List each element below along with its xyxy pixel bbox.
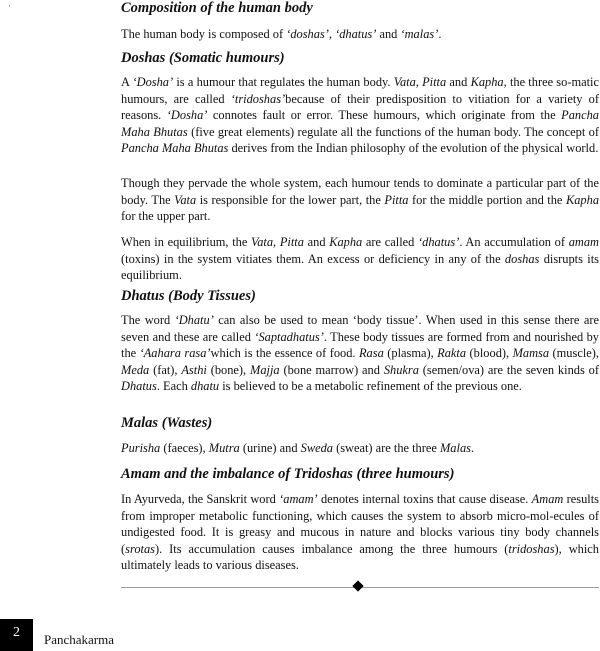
paragraph-doshas-1: A ‘Dosha’ is a humour that regulates the human body. Vata, Pitta and Kapha, the three so-matic humours, are called ‘tridoshas’because of their predisposition to vitiation for a variety of reasons. ‘Dosha’ connotes fault or error. These humours, which originate from the Pancha Maha Bhutas (five great elements) regulate all the functions of the human body. The concept of Pancha Maha Bhutas derives from the Indian philosophy of the evolution of the physical world. xyxy=(121,75,599,156)
corner-mark: ' xyxy=(9,4,11,12)
paragraph-amam: In Ayurveda, the Sanskrit word ‘amam’ denotes internal toxins that cause disease. Amam results from improper metabolic functioning, which causes the system to absorb micro-mol-ecules of undigested food. It is greasy and mucous in nature and blocks various tiny body channels (srotas). Its accumulation causes imbalance among the three humours (tridoshas), which ultimately leads to various diseases. xyxy=(121,492,599,573)
heading-composition: Composition of the human body xyxy=(121,0,313,16)
section-divider xyxy=(121,581,599,593)
paragraph-malas: Purisha (faeces), Mutra (urine) and Sweda (sweat) are the three Malas. xyxy=(121,441,475,455)
heading-amam: Amam and the imbalance of Tridoshas (three humours) xyxy=(121,466,455,482)
running-footer-title: Panchakarma xyxy=(44,632,115,647)
heading-doshas: Doshas (Somatic humours) xyxy=(121,50,285,66)
paragraph-doshas-2: Though they pervade the whole system, each humour tends to dominate a particular part of the body. The Vata is responsible for the lower part, the Pitta for the middle portion and the Kapha for the upper part. xyxy=(121,176,600,224)
page-number: 2 xyxy=(13,625,20,640)
heading-malas: Malas (Wastes) xyxy=(121,415,213,431)
page-number-box xyxy=(0,619,33,651)
paragraph-composition: The human body is composed of ‘doshas’, ‘dhatus’ and ‘malas’. xyxy=(121,27,442,41)
paragraph-doshas-3: When in equilibrium, the Vata, Pitta and Kapha are called ‘dhatus’. An accumulation of amam (toxins) in the system vitiates them. An excess or deficiency in any of the doshas disrupts its equilibrium. xyxy=(121,235,599,283)
paragraph-dhatus: The word ‘Dhatu’ can also be used to mean ‘body tissue’. When used in this sense there are seven and these are called ‘Saptadhatus’. These body tissues are formed from and nourished by the ‘Aahara rasa’which is the essence of food. Rasa (plasma), Rakta (blood), Mamsa (muscle), Meda (fat), Asthi (bone), Majja (bone marrow) and Shukra (semen/ova) are the seven kinds of Dhatus. Each dhatu is believed to be a metabolic refinement of the previous one. xyxy=(121,313,599,394)
diamond-ornament-icon xyxy=(352,580,363,591)
heading-dhatus: Dhatus (Body Tissues) xyxy=(121,288,256,304)
